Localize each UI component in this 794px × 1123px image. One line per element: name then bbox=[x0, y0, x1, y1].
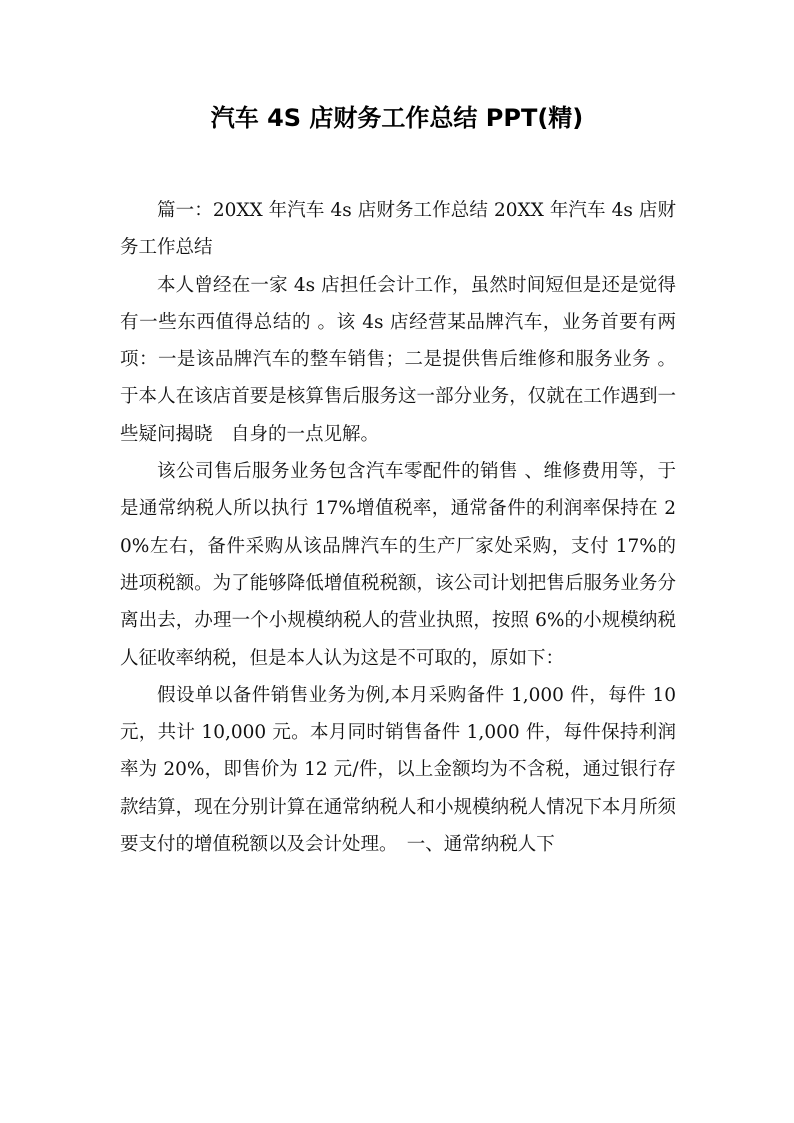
paragraph-3: 该公司售后服务业务包含汽车零配件的销售 、维修费用等，于是通常纳税人所以执行 17%增值税率，通常备件的利润率保持在 20%左右，备件采购从该品牌汽车的生产厂家处采购，支付 17%的进项税额。为了能够降低增值税税额，该公司计划把售后服务业务分离出去，办理一个小规模纳税人的营业执照，按照 6%的小规模纳税人征收率纳税，但是本人认为这是不可取的，原如下： bbox=[120, 461, 676, 669]
paragraph-4: 假设单以备件销售业务为例,本月采购备件 1,000 件，每件 10 元，共计 10,000 元。本月同时销售备件 1,000 件，每件保持利润率为 20%，即售价为 12 元/件，以上金额均为不含税，通过银行存款结算，现在分别计算在通常纳税人和小规模纳税人情况下本月所须要支付的增值税额以及会计处理。 一、通常纳税人下 bbox=[120, 684, 676, 856]
paragraph-1: 篇一：20XX 年汽车 4s 店财务工作总结 20XX 年汽车 4s 店财务工作总结 bbox=[120, 200, 676, 259]
paragraph-2: 本人曾经在一家 4s 店担任会计工作，虽然时间短但是还是觉得有一些东西值得总结的 。该 4s 店经营某品牌汽车，业务首要有两项：一是该品牌汽车的整车销售；二是提供售后维修和服务业务 。于本人在该店首要是核算售后服务这一部分业务，仅就在工作遇到一些疑问揭晓 自身的一点见解。 bbox=[120, 274, 676, 445]
document-body bbox=[120, 192, 676, 863]
document-title: 汽车 4S 店财务工作总结 PPT(精) bbox=[210, 104, 584, 132]
